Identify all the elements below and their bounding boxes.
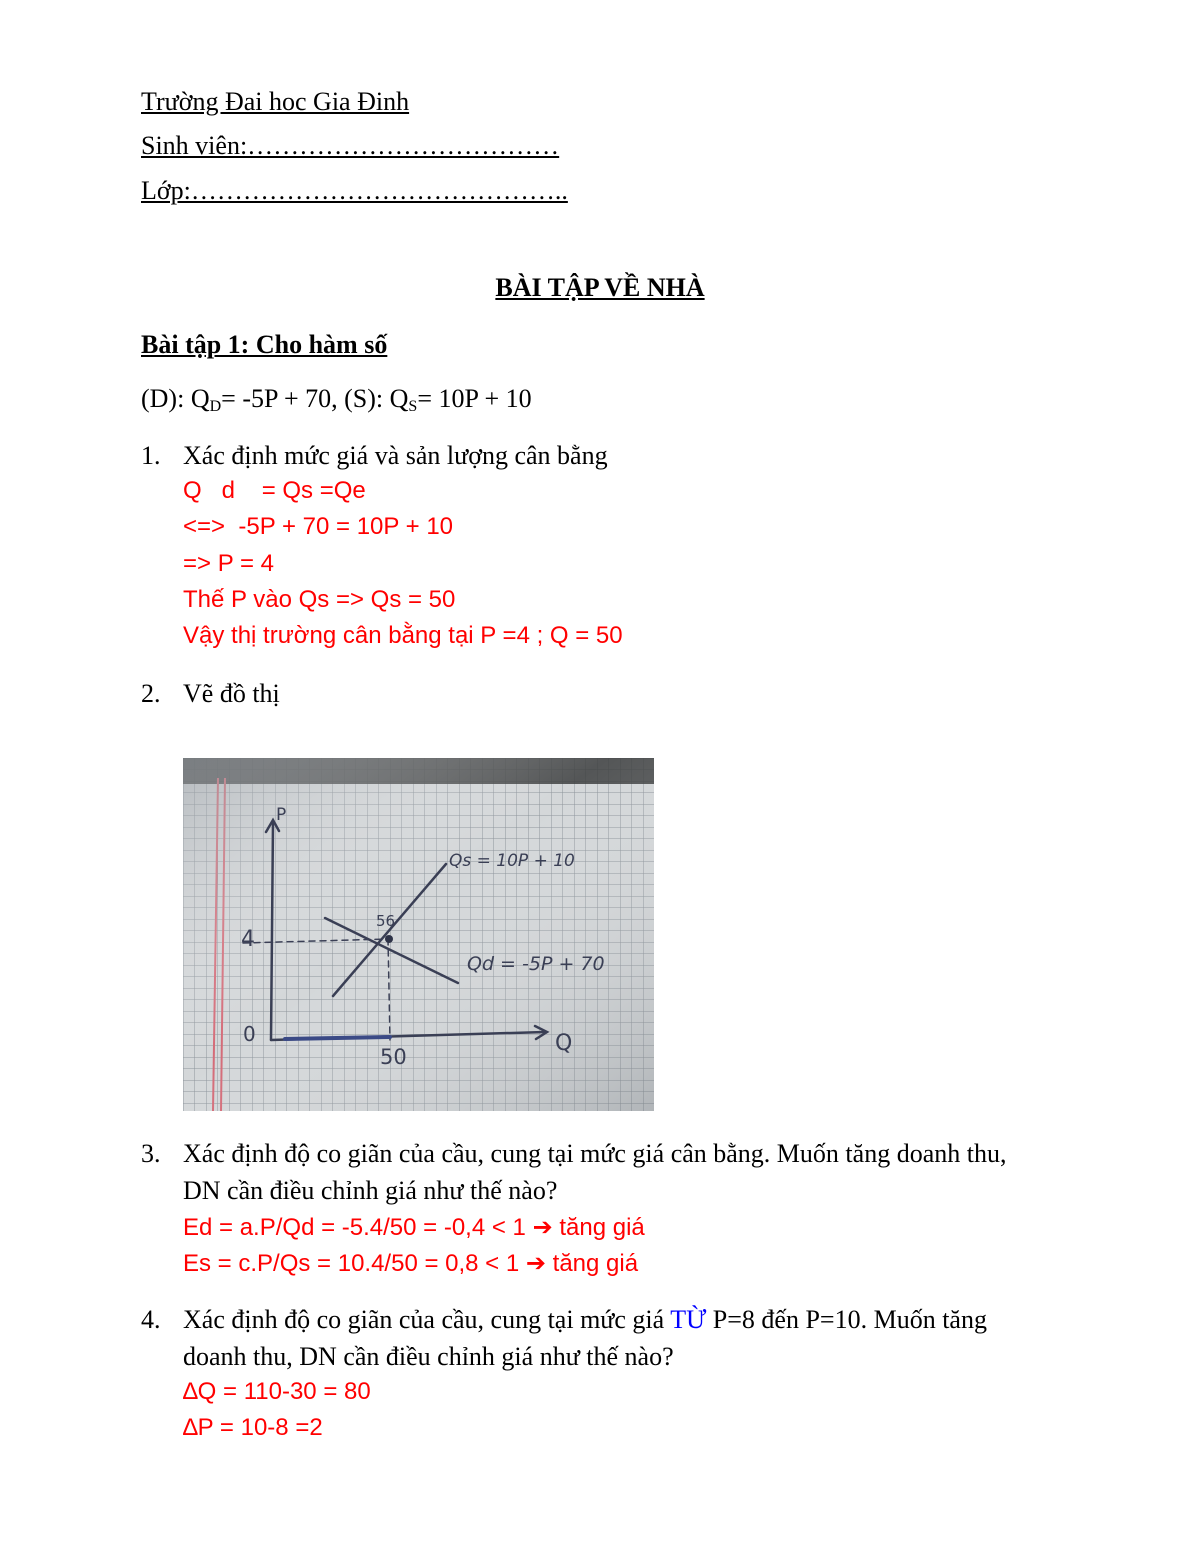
q4-answer-line: ∆Q = 110-30 = 80 bbox=[183, 1378, 371, 1405]
exercise-heading: Bài tập 1: Cho hàm số bbox=[141, 330, 388, 359]
q-tick-label: 50 bbox=[380, 1045, 407, 1069]
demand-prefix: (D): Q bbox=[141, 384, 210, 413]
question-3-line2: DN cần điều chỉnh giá như thế nào? bbox=[183, 1176, 558, 1205]
question-2-number: 2. bbox=[141, 679, 161, 708]
q4-answer-line: ∆P = 10-8 =2 bbox=[183, 1414, 323, 1441]
question-2-text: Vẽ đồ thị bbox=[183, 679, 280, 708]
q3-answer-es bbox=[183, 1245, 638, 1282]
question-1-text: Xác định mức giá và sản lượng cân bằng bbox=[183, 441, 608, 470]
supply-rest: = 10P + 10 bbox=[417, 384, 532, 413]
q1-answer-line: Vậy thị trường cân bằng tại P =4 ; Q = 50 bbox=[183, 622, 623, 649]
demand-curve-label: Qd = -5P + 70 bbox=[467, 953, 605, 975]
q-axis-label: Q bbox=[555, 1031, 573, 1056]
p-tick-label: 4 bbox=[241, 927, 255, 952]
q1-answer-line: Thế P vào Qs => Qs = 50 bbox=[183, 586, 456, 613]
demand-rest: = -5P + 70, (S): Q bbox=[221, 384, 409, 413]
question-4-line1 bbox=[183, 1302, 987, 1338]
arrow-icon: ➔ bbox=[525, 1249, 546, 1277]
q1-answer-line: => P = 4 bbox=[183, 550, 274, 577]
supply-subscript: S bbox=[408, 398, 418, 415]
equilibrium-label: 56 bbox=[376, 912, 396, 930]
school-name: Trường Đai hoc Gia Đinh bbox=[141, 87, 410, 116]
supply-curve-label: Qs = 10P + 10 bbox=[449, 851, 575, 871]
page-title: BÀI TẬP VỀ NHÀ bbox=[495, 273, 705, 302]
q3-answer-ed bbox=[183, 1209, 645, 1246]
q4-text-c: P=8 đến P=10. Muốn tăng bbox=[706, 1305, 987, 1334]
q3-es-formula: Es = c.P/Qs = 10.4/50 = 0,8 < 1 bbox=[183, 1250, 526, 1277]
origin-label: 0 bbox=[243, 1022, 256, 1046]
q3-ed-formula: Ed = a.P/Qd = -5.4/50 = -0,4 < 1 bbox=[183, 1214, 533, 1241]
q1-answer-line: Q d = Qs =Qe bbox=[183, 477, 366, 504]
q3-ed-conclusion: tăng giá bbox=[552, 1214, 645, 1241]
class-field: Lớp:…………………………………….. bbox=[141, 176, 568, 205]
q3-es-conclusion: tăng giá bbox=[546, 1250, 639, 1277]
student-field: Sinh viên:……………………………… bbox=[141, 131, 560, 160]
q4-highlight: TỪ bbox=[670, 1305, 707, 1334]
question-4-number: 4. bbox=[141, 1305, 161, 1334]
question-1-number: 1. bbox=[141, 441, 161, 470]
arrow-icon: ➔ bbox=[532, 1213, 553, 1241]
q1-answer-line: <=> -5P + 70 = 10P + 10 bbox=[183, 513, 454, 540]
demand-subscript: D bbox=[209, 398, 222, 415]
functions-line bbox=[141, 381, 532, 417]
graph-photo bbox=[183, 758, 654, 1111]
q4-text-a: Xác định độ co giãn của cầu, cung tại mức giá bbox=[183, 1305, 671, 1334]
p-axis-label: P bbox=[276, 805, 287, 825]
question-3-number: 3. bbox=[141, 1139, 161, 1168]
question-3-line1: Xác định độ co giãn của cầu, cung tại mức giá cân bằng. Muốn tăng doanh thu, bbox=[183, 1139, 1007, 1168]
question-4-line2: doanh thu, DN cần điều chỉnh giá như thế nào? bbox=[183, 1342, 674, 1371]
